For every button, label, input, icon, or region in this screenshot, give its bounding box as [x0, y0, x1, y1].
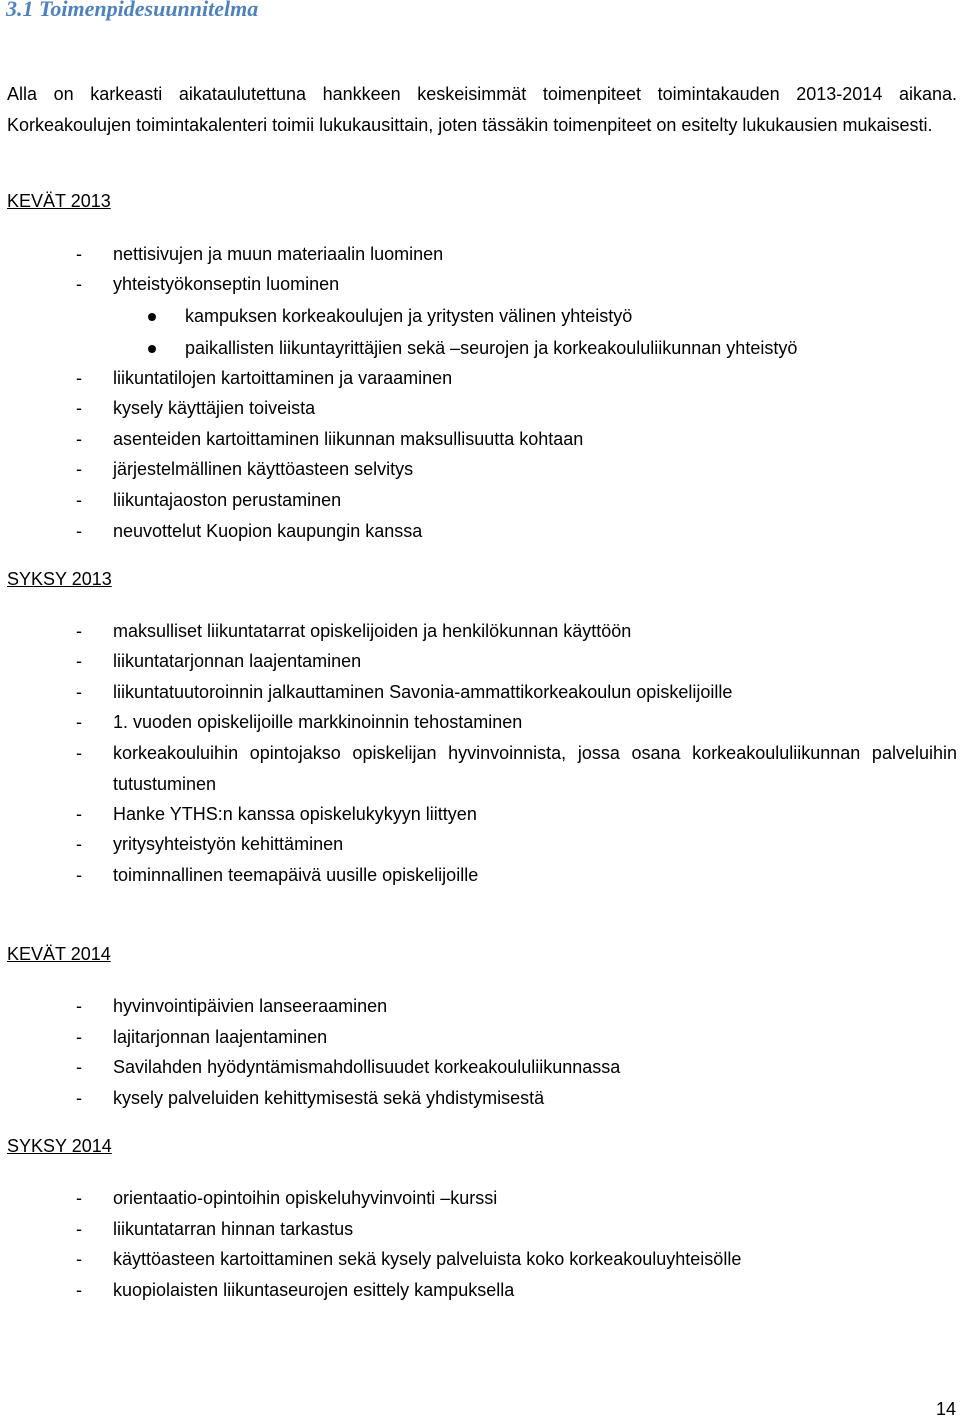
list-item	[0, 516, 960, 546]
list-item-text: toiminnallinen teemapäivä uusille opiskelijoille	[113, 865, 479, 885]
list-item	[0, 1052, 960, 1082]
dash-marker: -	[76, 865, 82, 885]
list-item-text: kuopiolaisten liikuntaseurojen esittely kampuksella	[113, 1280, 515, 1300]
dash-marker: -	[76, 521, 82, 541]
sub-list-item-text: paikallisten liikuntayrittäjien sekä –seurojen ja korkeakoululiikunnan yhteistyö	[185, 338, 798, 358]
dash-marker: -	[76, 996, 82, 1016]
list-item-text: käyttöasteen kartoittaminen sekä kysely palveluista koko korkeakouluyhteisölle	[113, 1249, 742, 1269]
list-item	[0, 991, 960, 1021]
dash-marker: -	[76, 834, 82, 854]
list-item-text: Hanke YTHS:n kanssa opiskelukykyyn liittyen	[113, 804, 477, 824]
dash-marker: -	[76, 621, 82, 641]
list-item-text: lajitarjonnan laajentaminen	[113, 1027, 328, 1047]
list-item	[0, 363, 960, 393]
list-item-text: orientaatio-opintoihin opiskeluhyvinvointi –kurssi	[113, 1188, 498, 1208]
list-item	[0, 646, 960, 676]
list-item-text: korkeakouluihin opintojakso opiskelijan hyvinvoinnista, jossa osana korkeakoululiikunnan palveluihin tutustuminen	[113, 743, 957, 794]
list-item	[0, 485, 960, 515]
list-item-text: liikuntatilojen kartoittaminen ja varaaminen	[113, 368, 453, 388]
list-item-text: liikuntatarran hinnan tarkastus	[113, 1219, 354, 1239]
section-label-syksy-2014: SYKSY 2014	[7, 1136, 112, 1156]
list-item-text: yritysyhteistyön kehittäminen	[113, 834, 344, 854]
list-item-text: kysely palveluiden kehittymisestä sekä yhdistymisestä	[113, 1088, 545, 1108]
list-item	[0, 677, 960, 707]
dash-marker: -	[76, 490, 82, 510]
list-item	[0, 799, 960, 829]
list-item-text: liikuntatuutoroinnin jalkauttaminen Savonia-ammattikorkeakoulun opiskelijoille	[113, 682, 733, 702]
dash-marker: -	[76, 1219, 82, 1239]
list-item-text: 1. vuoden opiskelijoille markkinoinnin tehostaminen	[113, 712, 523, 732]
list-item	[0, 454, 960, 484]
list-item-text: Savilahden hyödyntämismahdollisuudet korkeakoululiikunnassa	[113, 1057, 621, 1077]
section-label-kevat-2014: KEVÄT 2014	[7, 944, 111, 964]
list-item-text: maksulliset liikuntatarrat opiskelijoiden ja henkilökunnan käyttöön	[113, 621, 632, 641]
dash-marker: -	[76, 1280, 82, 1300]
list-item	[0, 239, 960, 269]
list-item	[0, 829, 960, 859]
sub-list-item	[0, 333, 960, 363]
dash-marker: -	[76, 743, 82, 763]
dash-marker: -	[76, 651, 82, 671]
list-item	[0, 393, 960, 423]
list-item-text: järjestelmällinen käyttöasteen selvitys	[113, 459, 414, 479]
list-item-text: neuvottelut Kuopion kaupungin kanssa	[113, 521, 423, 541]
dash-marker: -	[76, 804, 82, 824]
dash-marker: -	[76, 274, 82, 294]
list-item	[0, 1214, 960, 1244]
list-item	[0, 1083, 960, 1113]
section-label-kevat-2013: KEVÄT 2013	[7, 191, 111, 211]
list-item-text: liikuntajaoston perustaminen	[113, 490, 342, 510]
dash-marker: -	[76, 682, 82, 702]
list-item	[0, 424, 960, 454]
dash-marker: -	[76, 1027, 82, 1047]
bullet-icon	[148, 345, 156, 353]
list-item	[0, 616, 960, 646]
dash-marker: -	[76, 398, 82, 418]
list-item-text: liikuntatarjonnan laajentaminen	[113, 651, 362, 671]
list-item	[0, 738, 960, 799]
list-item	[0, 269, 960, 299]
bullet-icon	[148, 313, 156, 321]
list-item	[0, 707, 960, 737]
list-item	[0, 1022, 960, 1052]
list-item-text: nettisivujen ja muun materiaalin luominen	[113, 244, 444, 264]
dash-marker: -	[76, 429, 82, 449]
dash-marker: -	[76, 1188, 82, 1208]
list-item	[0, 1275, 960, 1305]
dash-marker: -	[76, 368, 82, 388]
list-item-text: asenteiden kartoittaminen liikunnan maksullisuutta kohtaan	[113, 429, 584, 449]
dash-marker: -	[76, 1249, 82, 1269]
dash-marker: -	[76, 1057, 82, 1077]
sub-list-item	[0, 301, 960, 331]
list-item-text: kysely käyttäjien toiveista	[113, 398, 316, 418]
list-item	[0, 1183, 960, 1213]
section-label-syksy-2013: SYKSY 2013	[7, 569, 112, 589]
list-item-text: hyvinvointipäivien lanseeraaminen	[113, 996, 388, 1016]
list-item	[0, 1244, 960, 1274]
intro-paragraph: Alla on karkeasti aikataulutettuna hankkeen keskeisimmät toimenpiteet toimintakauden 2013-2014 aikana. Korkeakoulujen toimintakalenteri toimii lukukausittain, joten tässäkin toimenpiteet on esitelty lukukausien mukaisesti.	[7, 84, 957, 135]
page-number: 14	[936, 1399, 957, 1419]
dash-marker: -	[76, 459, 82, 479]
sub-list-item-text: kampuksen korkeakoulujen ja yritysten välinen yhteistyö	[185, 306, 633, 326]
dash-marker: -	[76, 1088, 82, 1108]
section-heading: 3.1 Toimenpidesuunnitelma	[6, 0, 259, 21]
dash-marker: -	[76, 244, 82, 264]
dash-marker: -	[76, 712, 82, 732]
list-item	[0, 860, 960, 890]
list-item-text: yhteistyökonseptin luominen	[113, 274, 340, 294]
